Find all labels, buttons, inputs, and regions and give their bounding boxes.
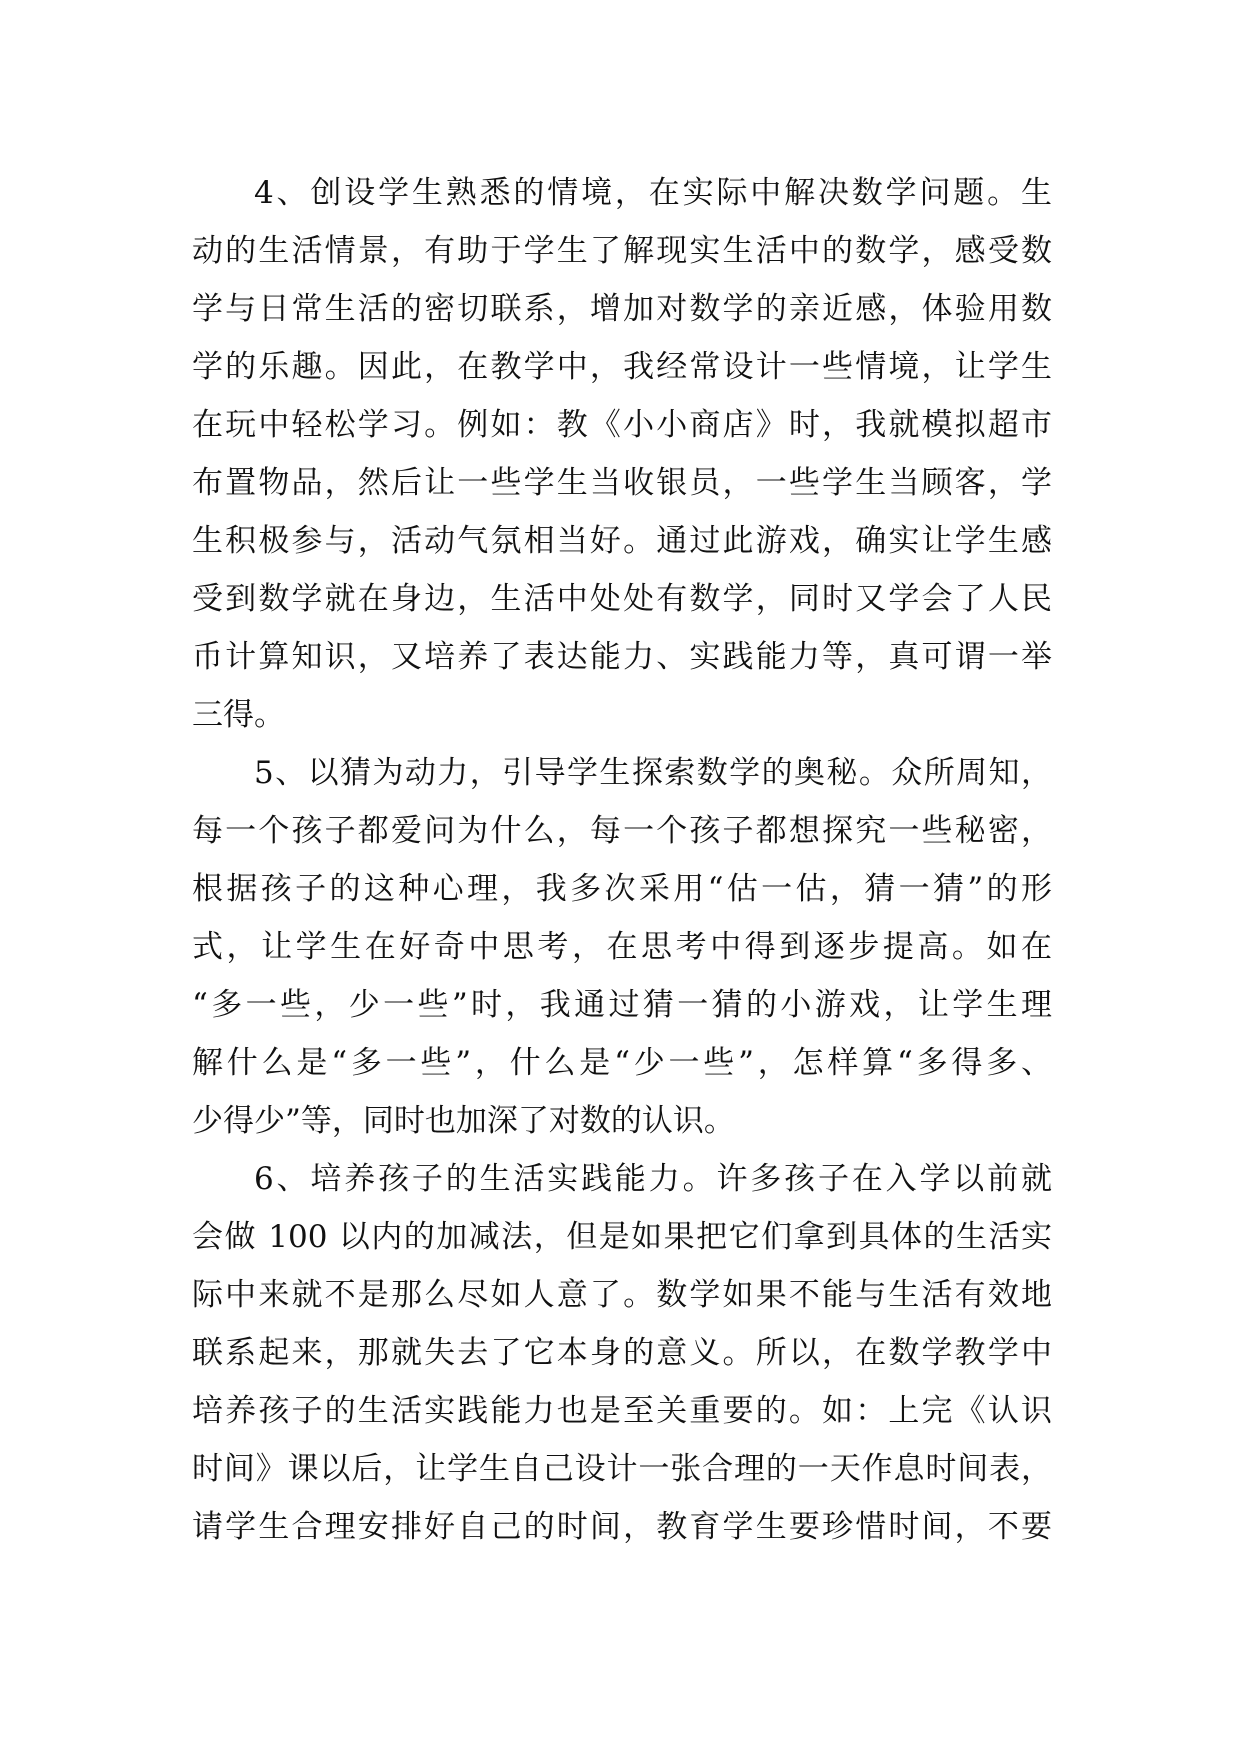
paragraph-5-line-6: 解什么是“多一些”，什么是“少一些”，怎样算“多得多、 bbox=[192, 1045, 1052, 1081]
paragraph-5-line-5: “多一些，少一些”时，我通过猜一猜的小游戏，让学生理 bbox=[192, 987, 1052, 1023]
paragraph-4-line-4: 学的乐趣。因此，在教学中，我经常设计一些情境，让学生 bbox=[192, 349, 1052, 385]
paragraph-4-line-8: 受到数学就在身边，生活中处处有数学，同时又学会了人民 bbox=[192, 581, 1052, 617]
paragraph-6-line-5: 培养孩子的生活实践能力也是至关重要的。如：上完《认识 bbox=[192, 1393, 1052, 1429]
paragraph-6-line-6: 时间》课以后，让学生自己设计一张合理的一天作息时间表， bbox=[192, 1451, 1052, 1487]
paragraph-4-line-9: 币计算知识，又培养了表达能力、实践能力等，真可谓一举 bbox=[192, 639, 1052, 675]
paragraph-4-line-6: 布置物品，然后让一些学生当收银员，一些学生当顾客，学 bbox=[192, 465, 1052, 501]
paragraph-6-line-3: 际中来就不是那么尽如人意了。数学如果不能与生活有效地 bbox=[192, 1277, 1052, 1313]
paragraph-5-line-3: 根据孩子的这种心理，我多次采用“估一估，猜一猜”的形 bbox=[192, 871, 1052, 907]
paragraph-5-line-7: 少得少”等，同时也加深了对数的认识。 bbox=[192, 1103, 735, 1139]
document-body bbox=[192, 164, 1052, 1556]
paragraph-6-line-4: 联系起来，那就失去了它本身的意义。所以，在数学教学中 bbox=[192, 1335, 1052, 1371]
paragraph-4-line-5: 在玩中轻松学习。例如：教《小小商店》时，我就模拟超市 bbox=[192, 407, 1052, 443]
paragraph-4-line-7: 生积极参与，活动气氛相当好。通过此游戏，确实让学生感 bbox=[192, 523, 1052, 559]
paragraph-6-line-7: 请学生合理安排好自己的时间，教育学生要珍惜时间，不要 bbox=[192, 1509, 1052, 1545]
paragraph-6-line-2: 会做 100 以内的加减法，但是如果把它们拿到具体的生活实 bbox=[192, 1219, 1052, 1255]
paragraph-6-line-1: 6、培养孩子的生活实践能力。许多孩子在入学以前就 bbox=[254, 1161, 1052, 1197]
paragraph-4-line-2: 动的生活情景，有助于学生了解现实生活中的数学，感受数 bbox=[192, 233, 1052, 269]
paragraph-5-line-4: 式，让学生在好奇中思考，在思考中得到逐步提高。如在 bbox=[192, 929, 1052, 965]
paragraph-4-line-1: 4、创设学生熟悉的情境，在实际中解决数学问题。生 bbox=[254, 175, 1052, 211]
paragraph-4-line-10: 三得。 bbox=[192, 697, 285, 733]
paragraph-5-line-1: 5、以猜为动力，引导学生探索数学的奥秘。众所周知， bbox=[254, 755, 1052, 791]
paragraph-5-line-2: 每一个孩子都爱问为什么，每一个孩子都想探究一些秘密， bbox=[192, 813, 1052, 849]
paragraph-4-line-3: 学与日常生活的密切联系，增加对数学的亲近感，体验用数 bbox=[192, 291, 1052, 327]
